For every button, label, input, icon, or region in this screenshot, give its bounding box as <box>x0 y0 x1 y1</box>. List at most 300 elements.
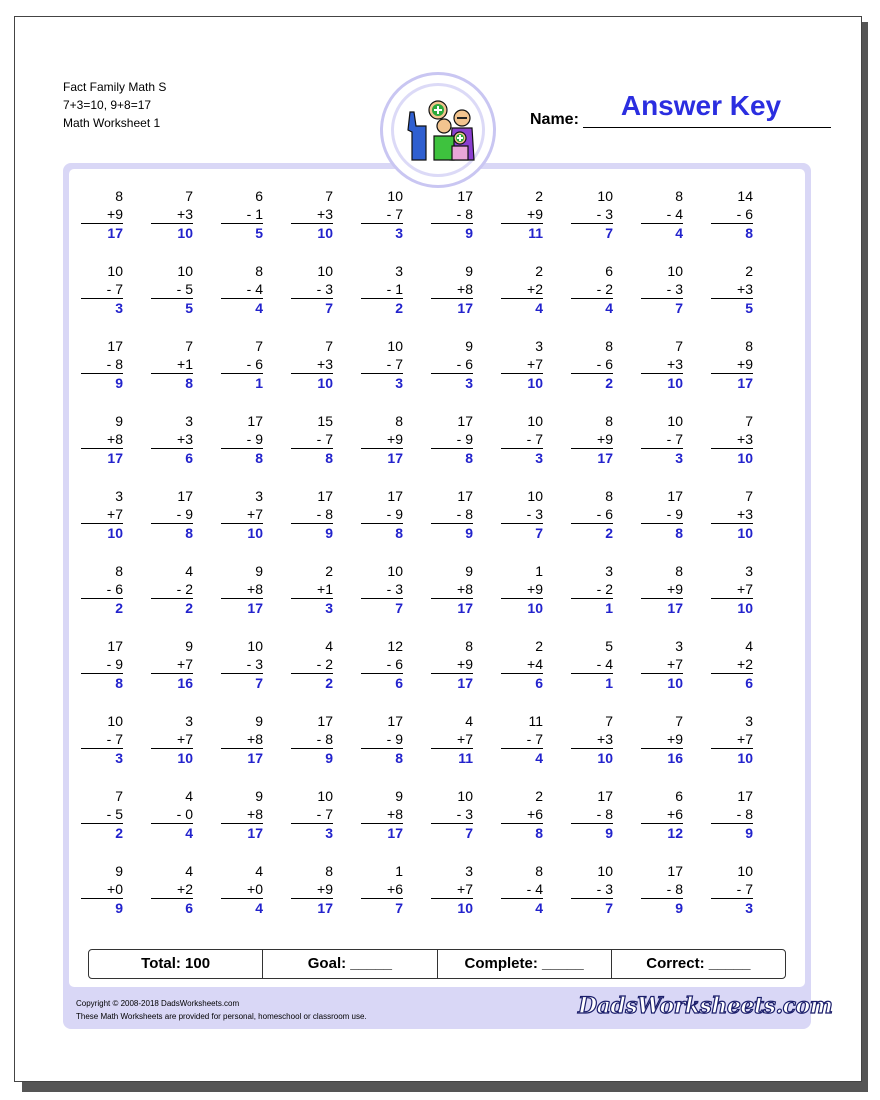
operator-number: - 3 <box>456 806 473 822</box>
problem <box>83 262 123 317</box>
top-number: 17 <box>177 488 193 504</box>
operator-number: +8 <box>387 806 403 822</box>
operator-number: +0 <box>247 881 263 897</box>
problem <box>293 412 333 467</box>
top-number: 9 <box>185 638 193 654</box>
answer: 10 <box>711 448 753 467</box>
top-number: 12 <box>387 638 403 654</box>
answer: 2 <box>81 598 123 617</box>
answer: 7 <box>641 298 683 317</box>
top-number: 17 <box>667 488 683 504</box>
problem <box>153 412 193 467</box>
problem <box>503 787 543 842</box>
answer: 7 <box>221 673 263 692</box>
answer: 7 <box>501 523 543 542</box>
problem <box>223 562 263 617</box>
problem <box>643 787 683 842</box>
operator-number: +4 <box>527 656 543 672</box>
answer: 16 <box>151 673 193 692</box>
operator-number: +7 <box>737 581 753 597</box>
problem <box>713 412 753 467</box>
answer: 4 <box>501 898 543 917</box>
top-number: 2 <box>535 788 543 804</box>
total-count: Total: 100 <box>89 950 263 978</box>
answer: 8 <box>81 673 123 692</box>
answer: 16 <box>641 748 683 767</box>
operator-number: - 8 <box>456 506 473 522</box>
operator-number: - 9 <box>666 506 683 522</box>
problem <box>293 862 333 917</box>
top-number: 3 <box>535 338 543 354</box>
answer: 9 <box>291 748 333 767</box>
problem <box>433 712 473 767</box>
operator-number: - 7 <box>526 731 543 747</box>
operator-number: +6 <box>667 806 683 822</box>
top-number: 9 <box>465 263 473 279</box>
top-number: 8 <box>255 263 263 279</box>
problem <box>643 487 683 542</box>
operator-number: - 9 <box>176 506 193 522</box>
problem <box>503 487 543 542</box>
problem <box>153 187 193 242</box>
answer: 2 <box>291 673 333 692</box>
top-number: 10 <box>667 263 683 279</box>
answer: 17 <box>221 748 263 767</box>
top-number: 17 <box>317 488 333 504</box>
answer: 2 <box>571 373 613 392</box>
top-number: 10 <box>597 188 613 204</box>
operator-number: +7 <box>457 731 473 747</box>
operator-number: - 0 <box>176 806 193 822</box>
top-number: 7 <box>185 188 193 204</box>
answer: 2 <box>151 598 193 617</box>
problem <box>573 637 613 692</box>
answer: 17 <box>711 373 753 392</box>
answer: 3 <box>361 373 403 392</box>
operator-number: - 8 <box>456 206 473 222</box>
problem <box>83 862 123 917</box>
top-number: 6 <box>255 188 263 204</box>
operator-number: - 6 <box>106 581 123 597</box>
top-number: 3 <box>745 563 753 579</box>
answer: 3 <box>81 298 123 317</box>
top-number: 10 <box>737 863 753 879</box>
problem <box>503 637 543 692</box>
top-number: 8 <box>605 488 613 504</box>
operator-number: - 7 <box>316 806 333 822</box>
problem <box>503 712 543 767</box>
answer: 5 <box>151 298 193 317</box>
answer: 1 <box>221 373 263 392</box>
problem <box>503 562 543 617</box>
name-line <box>583 127 831 128</box>
answer: 10 <box>81 523 123 542</box>
top-number: 6 <box>605 263 613 279</box>
operator-number: +9 <box>667 581 683 597</box>
top-number: 9 <box>115 863 123 879</box>
problem <box>293 487 333 542</box>
operator-number: +9 <box>107 206 123 222</box>
answer: 10 <box>711 748 753 767</box>
problem <box>83 412 123 467</box>
top-number: 7 <box>745 413 753 429</box>
answer: 17 <box>641 598 683 617</box>
problem <box>83 337 123 392</box>
answer: 3 <box>361 223 403 242</box>
operator-number: +8 <box>247 581 263 597</box>
problem <box>223 712 263 767</box>
answer: 8 <box>641 523 683 542</box>
problem <box>293 637 333 692</box>
answer: 10 <box>571 748 613 767</box>
operator-number: - 5 <box>176 281 193 297</box>
answer: 4 <box>501 298 543 317</box>
operator-number: +1 <box>317 581 333 597</box>
top-number: 17 <box>387 713 403 729</box>
operator-number: +9 <box>387 431 403 447</box>
operator-number: - 3 <box>526 506 543 522</box>
goal-field: Goal: _____ <box>263 950 437 978</box>
worksheet-header <box>63 78 166 132</box>
answer: 3 <box>291 598 333 617</box>
operator-number: +7 <box>457 881 473 897</box>
top-number: 4 <box>185 863 193 879</box>
answer: 8 <box>361 523 403 542</box>
top-number: 3 <box>255 488 263 504</box>
problem <box>643 187 683 242</box>
operator-number: - 3 <box>386 581 403 597</box>
problem <box>433 787 473 842</box>
operator-number: - 7 <box>316 431 333 447</box>
operator-number: +7 <box>667 656 683 672</box>
answer: 4 <box>151 823 193 842</box>
operator-number: +8 <box>457 581 473 597</box>
top-number: 8 <box>465 638 473 654</box>
top-number: 8 <box>325 863 333 879</box>
answer: 8 <box>151 373 193 392</box>
top-number: 9 <box>255 788 263 804</box>
problem <box>223 862 263 917</box>
operator-number: - 7 <box>386 206 403 222</box>
operator-number: - 8 <box>316 731 333 747</box>
name-label: Name: <box>530 111 579 128</box>
answer: 17 <box>221 823 263 842</box>
problem <box>363 337 403 392</box>
problem <box>223 787 263 842</box>
top-number: 10 <box>457 788 473 804</box>
operator-number: +9 <box>667 731 683 747</box>
operator-number: - 7 <box>106 731 123 747</box>
worksheet-title: Fact Family Math S <box>63 80 167 94</box>
operator-number: +9 <box>457 656 473 672</box>
operator-number: +6 <box>387 881 403 897</box>
top-number: 17 <box>317 713 333 729</box>
problem <box>433 262 473 317</box>
copyright-notice <box>76 997 367 1023</box>
top-number: 10 <box>387 563 403 579</box>
problem <box>503 862 543 917</box>
operator-number: - 7 <box>526 431 543 447</box>
problem <box>713 712 753 767</box>
problem <box>153 562 193 617</box>
problem <box>713 487 753 542</box>
problem <box>363 712 403 767</box>
top-number: 10 <box>247 638 263 654</box>
answer: 9 <box>571 823 613 842</box>
problem <box>713 787 753 842</box>
top-number: 9 <box>465 338 473 354</box>
problem <box>573 187 613 242</box>
top-number: 6 <box>675 788 683 804</box>
problem <box>293 787 333 842</box>
answer: 3 <box>711 898 753 917</box>
answer: 9 <box>81 373 123 392</box>
operator-number: - 3 <box>596 881 613 897</box>
problem <box>573 262 613 317</box>
operator-number: +3 <box>737 506 753 522</box>
top-number: 7 <box>325 188 333 204</box>
operator-number: +8 <box>107 431 123 447</box>
answer: 10 <box>221 523 263 542</box>
operator-number: - 9 <box>386 731 403 747</box>
top-number: 10 <box>177 263 193 279</box>
problem <box>223 487 263 542</box>
operator-number: - 8 <box>106 356 123 372</box>
problem <box>293 337 333 392</box>
operator-number: - 3 <box>246 656 263 672</box>
top-number: 7 <box>255 338 263 354</box>
answer: 3 <box>501 448 543 467</box>
problem <box>573 337 613 392</box>
top-number: 8 <box>745 338 753 354</box>
top-number: 17 <box>457 188 473 204</box>
top-number: 3 <box>185 413 193 429</box>
answer: 9 <box>641 898 683 917</box>
top-number: 8 <box>395 413 403 429</box>
top-number: 8 <box>115 563 123 579</box>
answer: 6 <box>361 673 403 692</box>
top-number: 9 <box>115 413 123 429</box>
problem <box>573 712 613 767</box>
operator-number: - 3 <box>666 281 683 297</box>
operator-number: - 6 <box>736 206 753 222</box>
operator-number: - 7 <box>666 431 683 447</box>
operator-number: - 5 <box>106 806 123 822</box>
problem <box>643 712 683 767</box>
operator-number: - 2 <box>176 581 193 597</box>
operator-number: +2 <box>527 281 543 297</box>
problem <box>223 412 263 467</box>
top-number: 17 <box>107 338 123 354</box>
operator-number: - 9 <box>246 431 263 447</box>
problem <box>643 262 683 317</box>
top-number: 10 <box>597 863 613 879</box>
problem <box>293 562 333 617</box>
answer: 7 <box>361 898 403 917</box>
answer: 3 <box>431 373 473 392</box>
answer: 17 <box>361 448 403 467</box>
answer: 17 <box>361 823 403 842</box>
operator-number: +7 <box>737 731 753 747</box>
operator-number: +3 <box>737 431 753 447</box>
problem <box>363 637 403 692</box>
problem <box>363 562 403 617</box>
answer: 17 <box>221 598 263 617</box>
top-number: 3 <box>465 863 473 879</box>
answer: 6 <box>501 673 543 692</box>
top-number: 8 <box>605 338 613 354</box>
answer: 17 <box>431 673 473 692</box>
operator-number: - 6 <box>456 356 473 372</box>
problem <box>643 337 683 392</box>
answer: 10 <box>711 523 753 542</box>
top-number: 15 <box>317 413 333 429</box>
top-number: 4 <box>255 863 263 879</box>
problem <box>363 412 403 467</box>
top-number: 8 <box>115 188 123 204</box>
operator-number: - 4 <box>666 206 683 222</box>
answer: 8 <box>221 448 263 467</box>
top-number: 8 <box>605 413 613 429</box>
top-number: 3 <box>745 713 753 729</box>
operator-number: +7 <box>527 356 543 372</box>
problem <box>363 787 403 842</box>
answer: 7 <box>361 598 403 617</box>
top-number: 1 <box>395 863 403 879</box>
operator-number: - 2 <box>316 656 333 672</box>
top-number: 3 <box>605 563 613 579</box>
top-number: 7 <box>185 338 193 354</box>
top-number: 3 <box>395 263 403 279</box>
worksheet-subtitle: 7+3=10, 9+8=17 <box>63 98 152 112</box>
operator-number: - 7 <box>736 881 753 897</box>
operator-number: - 4 <box>596 656 613 672</box>
problem <box>433 337 473 392</box>
problem <box>293 262 333 317</box>
operator-number: - 4 <box>526 881 543 897</box>
top-number: 10 <box>387 188 403 204</box>
answer: 9 <box>431 523 473 542</box>
answer: 10 <box>501 373 543 392</box>
family-math-logo-icon <box>400 92 476 168</box>
answer: 9 <box>431 223 473 242</box>
operator-number: +3 <box>177 206 193 222</box>
answer: 3 <box>641 448 683 467</box>
top-number: 17 <box>667 863 683 879</box>
operator-number: +3 <box>177 431 193 447</box>
top-number: 10 <box>317 788 333 804</box>
worksheet-number: Math Worksheet 1 <box>63 116 161 130</box>
top-number: 2 <box>535 638 543 654</box>
top-number: 2 <box>535 263 543 279</box>
brand-logo: DadsWorksheets.com <box>578 993 833 1019</box>
top-number: 17 <box>107 638 123 654</box>
problem <box>433 562 473 617</box>
top-number: 7 <box>745 488 753 504</box>
operator-number: - 9 <box>456 431 473 447</box>
answer: 10 <box>501 598 543 617</box>
operator-number: - 3 <box>316 281 333 297</box>
answer: 17 <box>81 448 123 467</box>
answer: 10 <box>291 223 333 242</box>
top-number: 4 <box>325 638 333 654</box>
answer: 3 <box>291 823 333 842</box>
problem <box>363 187 403 242</box>
problem <box>433 412 473 467</box>
problem <box>503 262 543 317</box>
top-number: 10 <box>107 263 123 279</box>
operator-number: - 4 <box>246 281 263 297</box>
problem <box>573 787 613 842</box>
top-number: 2 <box>325 563 333 579</box>
answer: 10 <box>291 373 333 392</box>
answer: 6 <box>151 898 193 917</box>
problem <box>713 337 753 392</box>
operator-number: - 9 <box>386 506 403 522</box>
answer: 7 <box>571 898 613 917</box>
answer: 17 <box>431 298 473 317</box>
operator-number: +3 <box>317 206 333 222</box>
answer: 9 <box>81 898 123 917</box>
answer: 10 <box>711 598 753 617</box>
answer: 7 <box>431 823 473 842</box>
top-number: 8 <box>675 563 683 579</box>
answer: 8 <box>501 823 543 842</box>
problem <box>503 412 543 467</box>
problem <box>153 337 193 392</box>
operator-number: - 7 <box>106 281 123 297</box>
problem <box>153 862 193 917</box>
answer: 2 <box>361 298 403 317</box>
problem <box>643 637 683 692</box>
answer: 10 <box>641 373 683 392</box>
top-number: 10 <box>387 338 403 354</box>
problem <box>153 262 193 317</box>
operator-number: - 3 <box>596 206 613 222</box>
answer: 7 <box>291 298 333 317</box>
top-number: 3 <box>185 713 193 729</box>
answer: 1 <box>571 598 613 617</box>
top-number: 7 <box>115 788 123 804</box>
operator-number: - 1 <box>246 206 263 222</box>
problem <box>153 787 193 842</box>
problem <box>293 187 333 242</box>
top-number: 9 <box>465 563 473 579</box>
problem <box>83 787 123 842</box>
operator-number: +3 <box>667 356 683 372</box>
problem <box>223 637 263 692</box>
logo-badge <box>380 72 496 188</box>
problem <box>223 262 263 317</box>
answer: 17 <box>431 598 473 617</box>
top-number: 3 <box>115 488 123 504</box>
answer: 5 <box>711 298 753 317</box>
totals-bar <box>88 949 786 979</box>
problem <box>293 712 333 767</box>
problem <box>433 487 473 542</box>
operator-number: +0 <box>107 881 123 897</box>
operator-number: +6 <box>527 806 543 822</box>
problem <box>713 637 753 692</box>
answer: 8 <box>431 448 473 467</box>
problem <box>713 262 753 317</box>
top-number: 9 <box>255 563 263 579</box>
answer: 10 <box>151 748 193 767</box>
problem <box>573 487 613 542</box>
top-number: 10 <box>527 488 543 504</box>
operator-number: +3 <box>597 731 613 747</box>
operator-number: +2 <box>177 881 193 897</box>
